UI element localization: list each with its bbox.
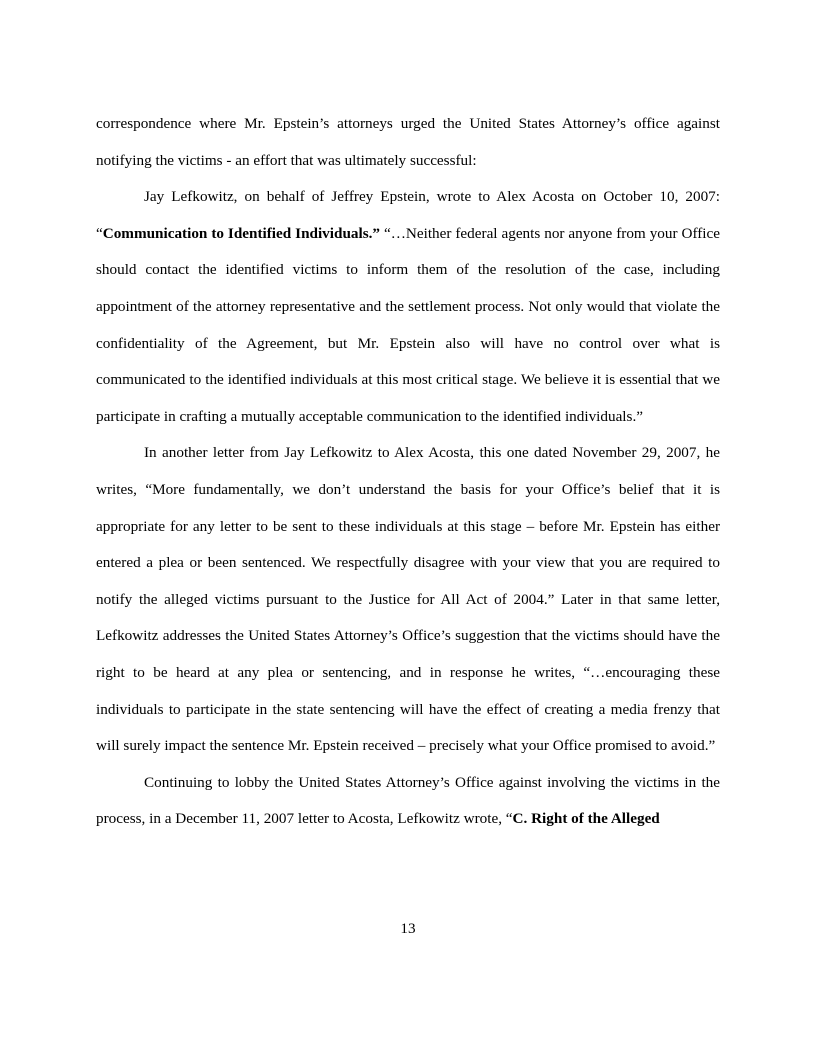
- paragraph-2: [96, 179, 720, 435]
- paragraph-1: correspondence where Mr. Epstein’s attorneys urged the United States Attorney’s office against notifying the victims - an effort that was ultimately successful:: [96, 115, 720, 169]
- paragraph-3: In another letter from Jay Lefkowitz to Alex Acosta, this one dated November 29, 2007, he writes, “More fundamentally, we don’t understand the basis for your Office’s belief that it is appropriate for any letter to be sent to these individuals at this stage – before Mr. Epstein has either entered a plea or been sentenced. We respectfully disagree with your view that you are required to notify the alleged victims pursuant to the Justice for All Act of 2004.” Later in that same letter, Lefkowitz addresses the United States Attorney’s Office’s suggestion that the victims should have the right to be heard at any plea or sentencing, and in response he writes, “…encouraging these individuals to participate in the state sentencing will have the effect of creating a media frenzy that will surely impact the sentence Mr. Epstein received – precisely what your Office promised to avoid.”: [96, 444, 720, 755]
- paragraph-4-text: Continuing to lobby the United States Attorney’s Office against involving the victims in the process, in a December 11, 2007 letter to Acosta, Lefkowitz wrote, “: [96, 773, 720, 828]
- paragraph-4-heading: C. Right of the Alleged: [512, 810, 660, 828]
- paragraph-2-intro: Jay Lefkowitz, on behalf of Jeffrey Epstein, wrote to Alex Acosta on October 10, 2007: “: [96, 188, 720, 242]
- paragraph-2-heading: Communication to Identified Individuals.”: [102, 224, 381, 242]
- paragraph-4: [96, 765, 720, 838]
- document-body: [96, 106, 720, 838]
- page-number: 13: [400, 920, 416, 937]
- paragraph-2-quote: “…Neither federal agents nor anyone from your Office should contact the identified victims to inform them of the resolution of the case, including appointment of the attorney representative and the settlement process. Not only would that violate the confidentiality of the Agreement, but Mr. Epstein also will have no control over what is communicated to the identified individuals at this most critical stage. We believe it is essential that we participate in crafting a mutually acceptable communication to the identified individuals.”: [96, 224, 720, 425]
